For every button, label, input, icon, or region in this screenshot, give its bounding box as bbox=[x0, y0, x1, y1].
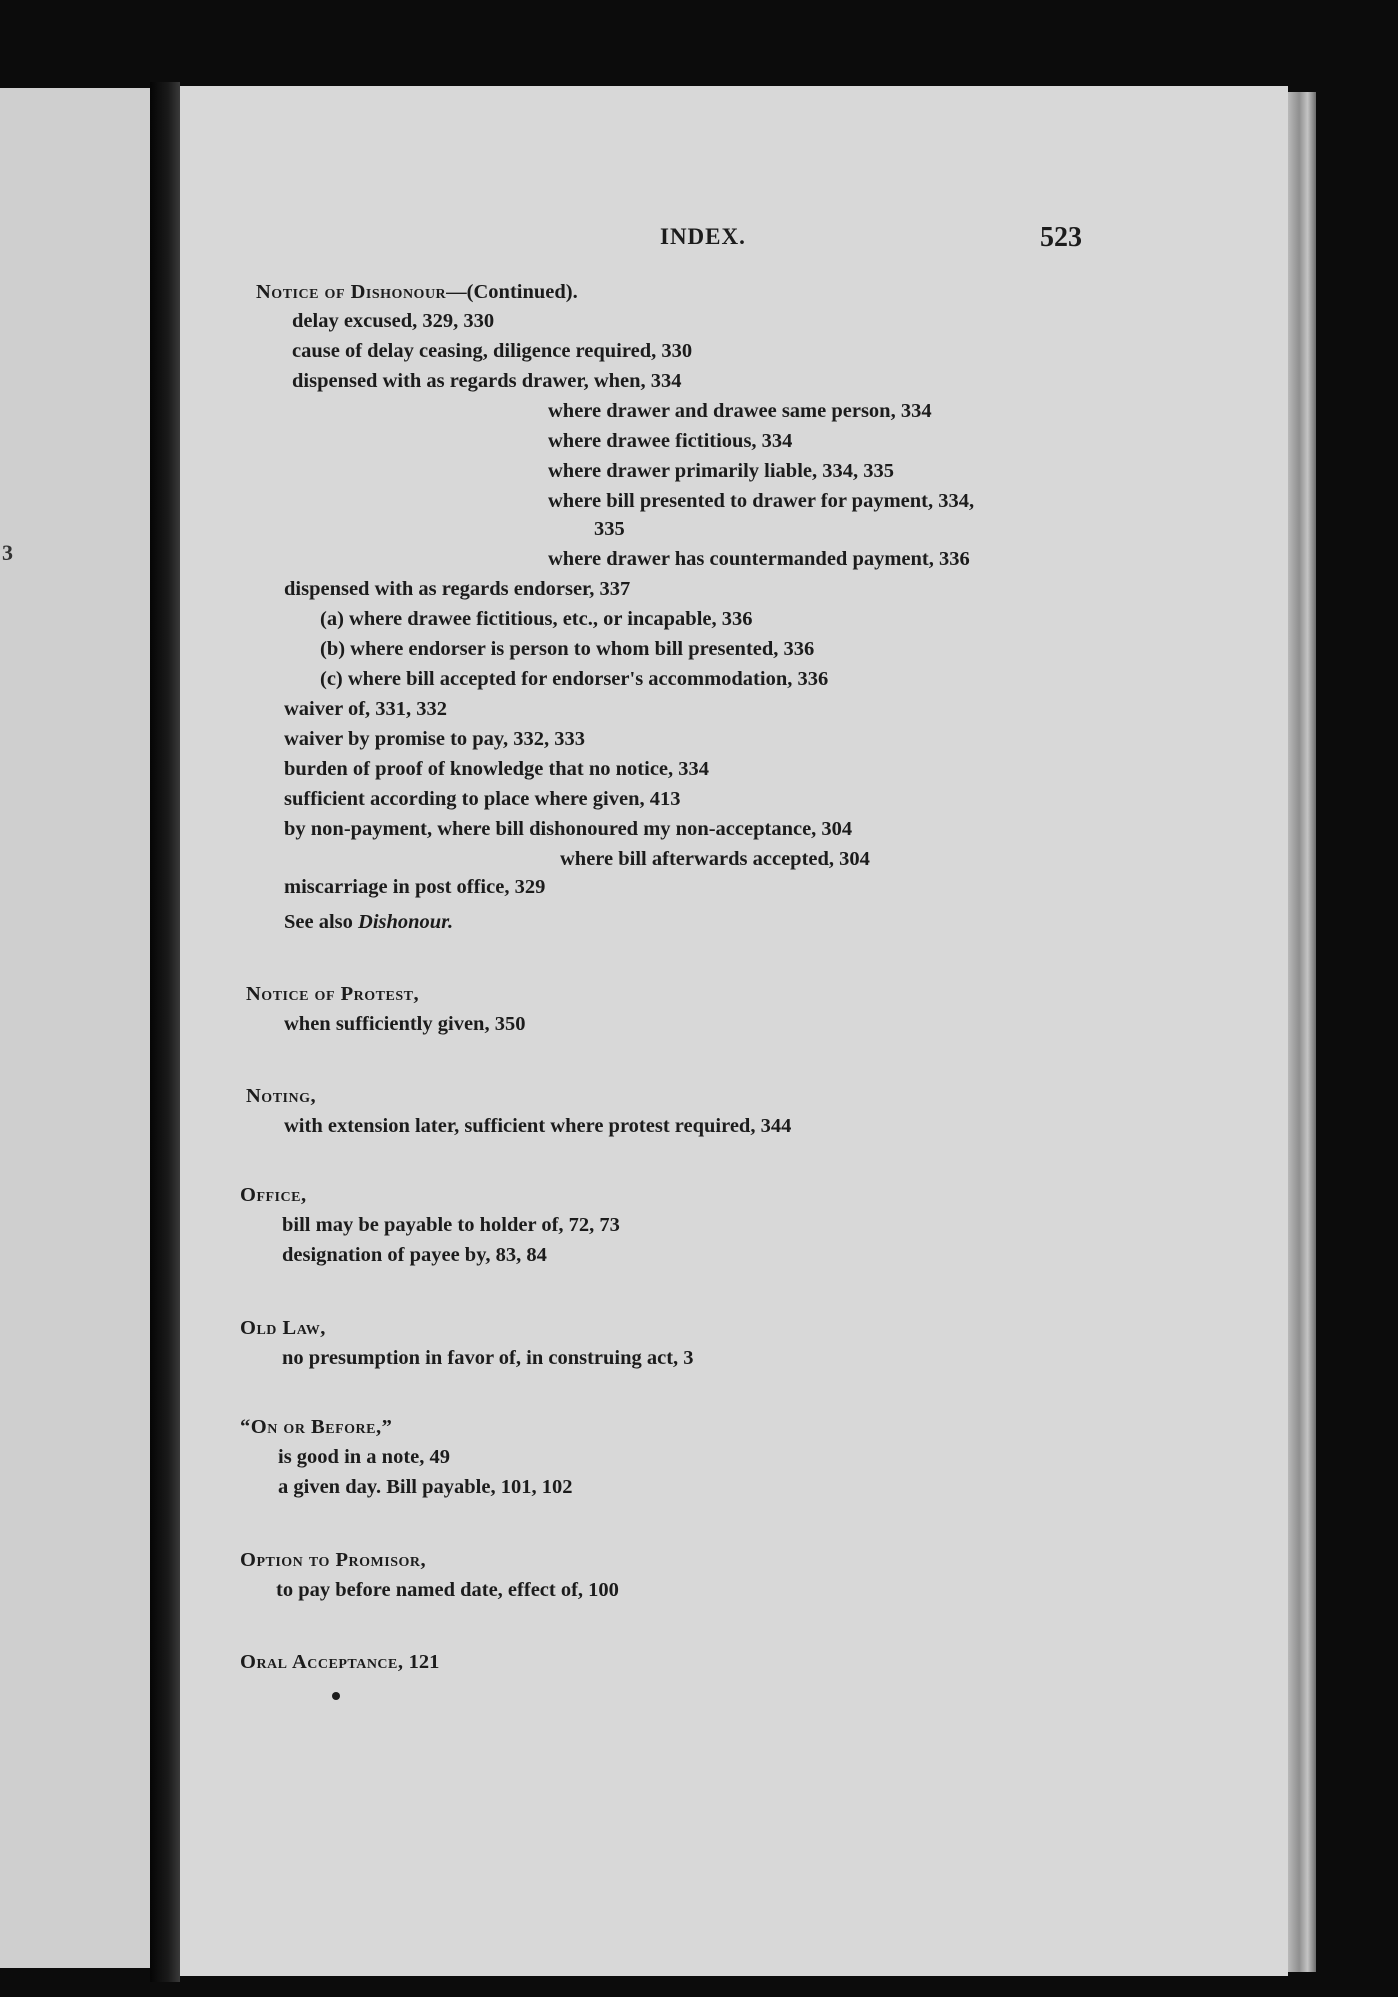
index-subentry: where bill afterwards accepted, 304 bbox=[560, 848, 870, 870]
index-heading: Office, bbox=[240, 1184, 307, 1206]
page-edge-shadow bbox=[1288, 92, 1316, 1972]
index-subentry: burden of proof of knowledge that no notice, 334 bbox=[284, 758, 710, 780]
index-subentry: with extension later, sufficient where protest required, 344 bbox=[284, 1115, 792, 1137]
index-subentry: a given day. Bill payable, 101, 102 bbox=[278, 1476, 573, 1498]
index-subentry: delay excused, 329, 330 bbox=[292, 310, 495, 332]
index-subentry: sufficient according to place where given, 413 bbox=[284, 788, 681, 810]
running-head bbox=[180, 224, 1288, 264]
see-also-reference: See also Dishonour. bbox=[284, 911, 454, 933]
index-subentry: bill may be payable to holder of, 72, 73 bbox=[282, 1214, 620, 1236]
index-subentry: where drawer and drawee same person, 334 bbox=[548, 400, 932, 422]
index-subentry: dispensed with as regards drawer, when, 334 bbox=[292, 370, 682, 392]
index-subentry: by non-payment, where bill dishonoured my non-acceptance, 304 bbox=[284, 818, 853, 840]
index-subentry: where drawee fictitious, 334 bbox=[548, 430, 793, 452]
index-subentry: cause of delay ceasing, diligence required, 330 bbox=[292, 340, 693, 362]
index-subentry: is good in a note, 49 bbox=[278, 1446, 450, 1468]
index-subentry: miscarriage in post office, 329 bbox=[284, 876, 546, 898]
index-subentry: waiver by promise to pay, 332, 333 bbox=[284, 728, 586, 750]
index-subentry: where bill presented to drawer for payment, 334, bbox=[548, 490, 975, 512]
index-subentry: dispensed with as regards endorser, 337 bbox=[284, 578, 631, 600]
index-heading: Oral Acceptance, 121 bbox=[240, 1651, 440, 1673]
header-title: INDEX. bbox=[660, 224, 746, 249]
index-heading: Old Law, bbox=[240, 1317, 326, 1339]
index-subentry: when sufficiently given, 350 bbox=[284, 1013, 526, 1035]
index-subentry: (b) where endorser is person to whom bill presented, 336 bbox=[320, 638, 815, 660]
index-heading: “On or Before,” bbox=[240, 1416, 393, 1438]
facing-page-edge bbox=[0, 88, 150, 1968]
index-subentry: no presumption in favor of, in construing act, 3 bbox=[282, 1347, 694, 1369]
index-subentry: waiver of, 331, 332 bbox=[284, 698, 448, 720]
facing-page-mark: 3 bbox=[2, 540, 13, 565]
ink-dot bbox=[332, 1692, 340, 1700]
index-heading: Notice of Dishonour—(Continued). bbox=[256, 281, 578, 303]
index-heading: Noting, bbox=[246, 1085, 317, 1107]
index-subentry: where drawer primarily liable, 334, 335 bbox=[548, 460, 894, 482]
index-subentry: designation of payee by, 83, 84 bbox=[282, 1244, 547, 1266]
index-subentry: to pay before named date, effect of, 100 bbox=[276, 1579, 619, 1601]
page-number: 523 bbox=[1040, 222, 1082, 253]
index-subentry: where drawer has countermanded payment, 336 bbox=[548, 548, 970, 570]
index-heading: Option to Promisor, bbox=[240, 1549, 427, 1571]
index-subentry: 335 bbox=[594, 518, 625, 540]
index-heading: Notice of Protest, bbox=[246, 983, 420, 1005]
index-subentry: (a) where drawee fictitious, etc., or incapable, 336 bbox=[320, 608, 753, 630]
index-subentry: (c) where bill accepted for endorser's accommodation, 336 bbox=[320, 668, 829, 690]
index-page bbox=[180, 86, 1288, 1976]
book-gutter bbox=[150, 82, 180, 1982]
